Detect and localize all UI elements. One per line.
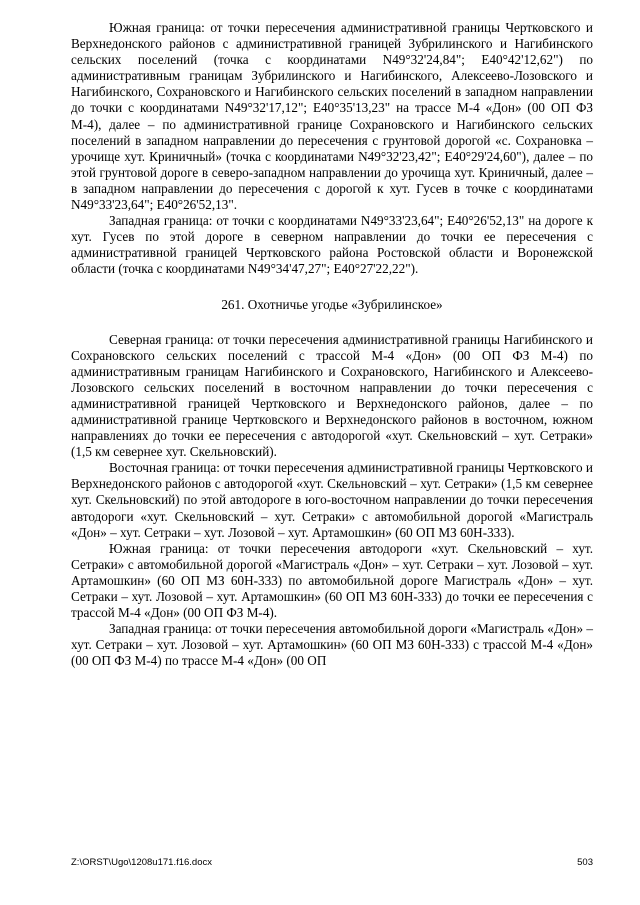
section-title: 261. Охотничье угодье «Зубрилинское» [221,296,443,312]
footer-file-path: Z:\ORST\Ugo\1208u171.f16.docx [71,857,212,868]
document-page [71,20,593,669]
paragraph-east-border: Восточная граница: от точки пересечения административной границы Чертковского и Верхнедонского районов с автодорогой «хут. Скельновский – хут. Сетраки» (1,5 км севернее хут. Скельновский) по этой автодороге в юго-восточном направлении до точки пересечения автодороги «хут. Скельновский – хут. Сетраки» с автомобильной дорогой «Магистраль «Дон» – хут. Сетраки – хут. Лозовой – хут. Артамошкин» (60 ОП МЗ 60Н-333). [71,460,593,540]
paragraph-west-border: Западная граница: от точки пересечения автомобильной дороги «Магистраль «Дон» – хут. Сетраки – хут. Лозовой – хут. Артамошкин» (60 ОП МЗ 60Н-333) с трассой М-4 «Дон» (00 ОП ФЗ М-4) по трассе М-4 «Дон» (00 ОП [71,621,593,669]
paragraph-south-border-prev: Южная граница: от точки пересечения административной границы Чертковского и Верхнедонского районов с административной границей Зубрилинского и Нагибинского сельских поселений (точка с координатами N49°32'24,84"; E40°42'12,62") по административным границам Зубрилинского и Нагибинского, Алексеево-Лозовского и Нагибинского, Сохрановского и Нагибинского сельских поселений в западном направлении до точки с координатами N49°32'17,12"; E40°35'13,23" на трассе М-4 «Дон» (00 ОП ФЗ М-4), далее – по административной границе Сохрановского и Нагибинского сельских поселений в западном направлении до пересечения с грунтовой дорогой «с. Сохрановка – урочище хут. Криничный» (точка с координатами N49°32'23,42"; E40°29'24,60"), далее – по этой грунтовой дороге в северо-западном направлении до урочища хут. Криничный, далее – в западном направлении до пересечения с дорогой к хут. Гусев в точке с координатами N49°33'23,64"; E40°26'52,13". [71,20,593,213]
paragraph-south-border: Южная граница: от точки пересечения автодороги «хут. Скельновский – хут. Сетраки» с автомобильной дорогой «Магистраль «Дон» – хут. Сетраки – хут. Лозовой – хут. Артамошкин» (60 ОП МЗ 60Н-333) по автомобильной дороге Магистраль «Дон» – хут. Сетраки – хут. Лозовой – хут. Артамошкин» (60 ОП МЗ 60Н-333) до точки ее пересечения с трассой М-4 «Дон» (00 ОП ФЗ М-4). [71,540,593,621]
paragraph-west-border-prev: Западная граница: от точки с координатами N49°33'23,64"; E40°26'52,13" на дороге к хут. Гусев по этой дороге в северном направлении до точки ее пересечения с административной границей Чертковского района Ростовской области и Воронежской области (точка с координатами N49°34'47,27"; E40°27'22,22"). [71,213,593,277]
footer-page-number: 503 [577,857,593,868]
paragraph-north-border: Северная граница: от точки пересечения административной границы Нагибинского и Сохрановского сельских поселений с трассой М-4 «Дон» (00 ОП ФЗ М-4) по административным границам Нагибинского и Сохрановского, Нагибинского и Алексеево-Лозовского сельских поселений в восточном направлении до точки пересечения с административной границей Чертковского и Верхнедонского районов, далее – по административной границе Чертковского и Верхнедонского районов в восточном, южном направлениях до точки ее пересечения с автодорогой «хут. Скельновский – хут. Сетраки» (1,5 км севернее хут. Скельновский). [71,331,593,460]
